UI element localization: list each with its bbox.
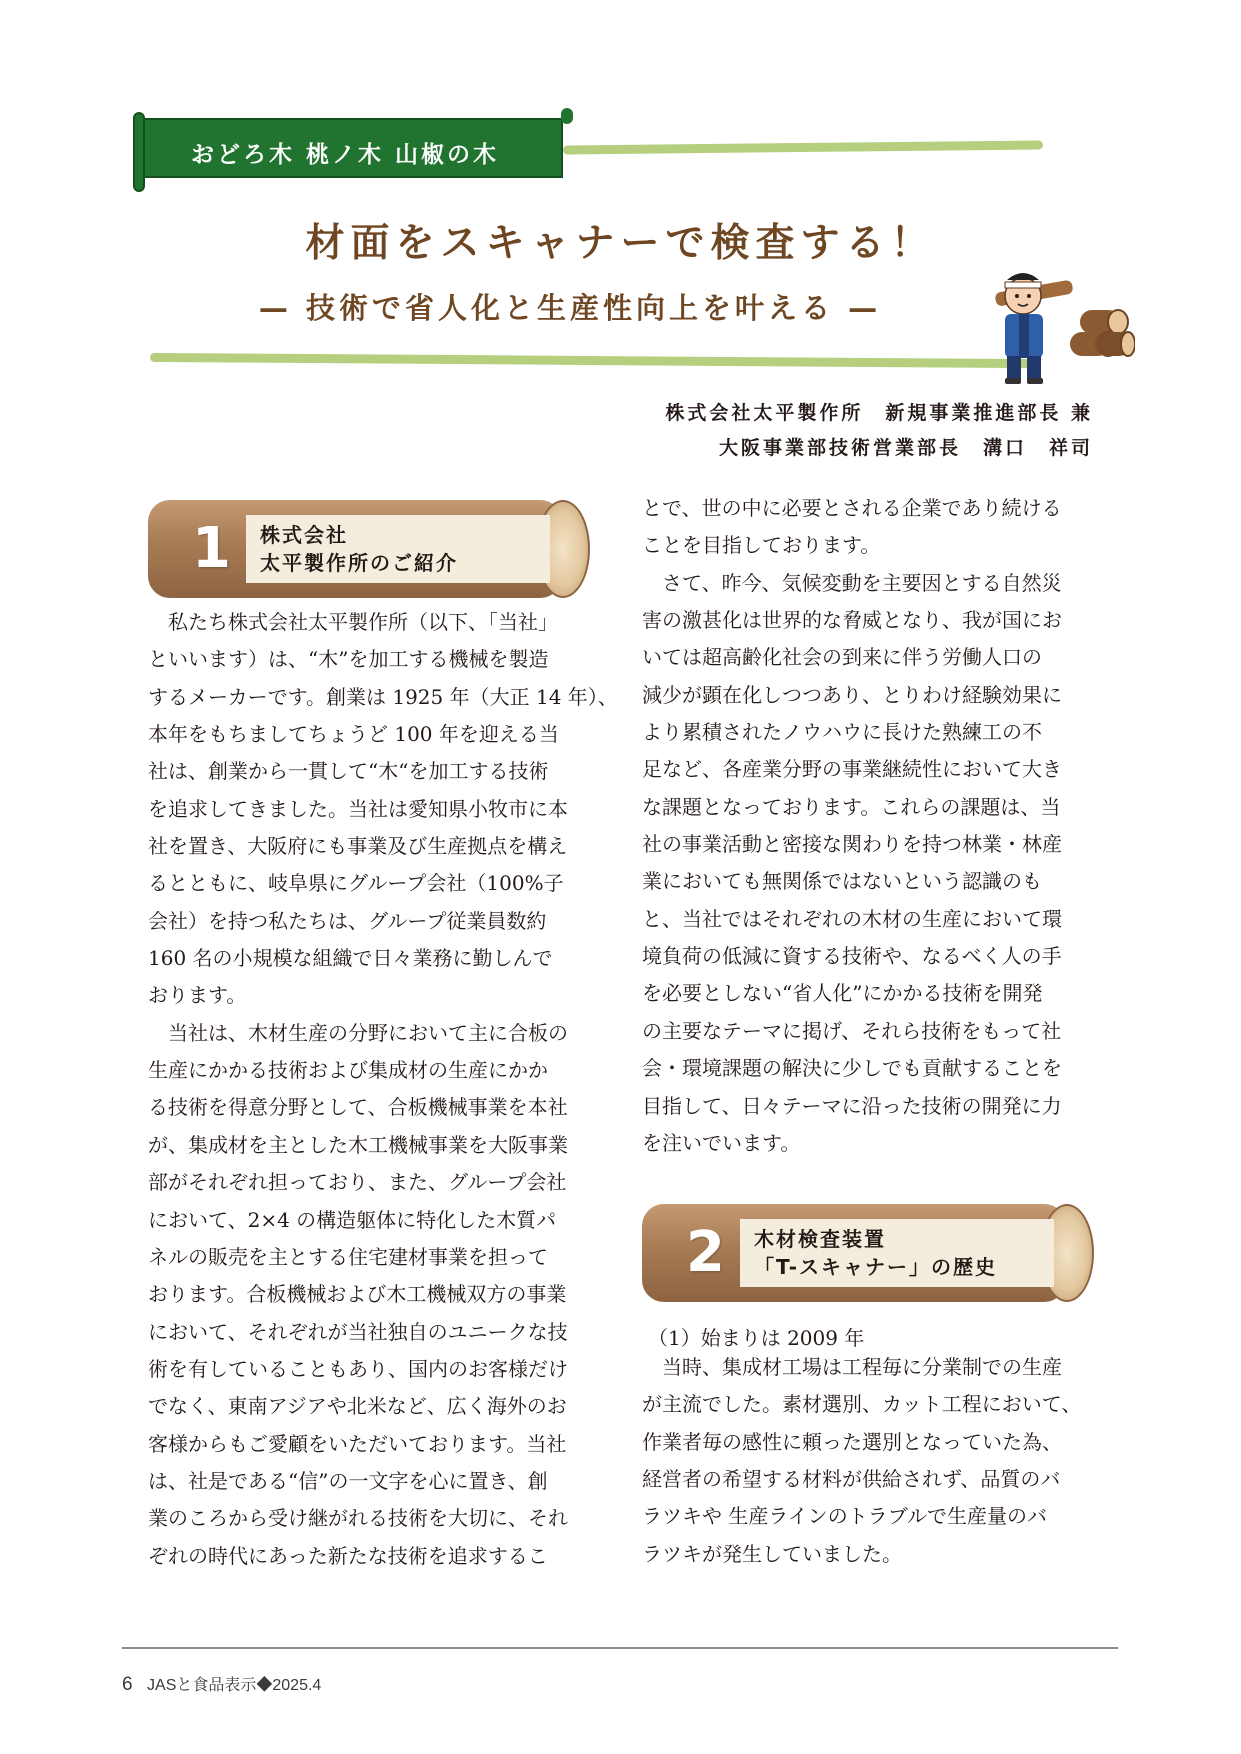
text-line: において、それぞれが当社独自のユニークな技 [148,1319,568,1344]
text-line: 部がそれぞれ担っており、また、グループ会社 [148,1170,567,1195]
stripe-bottom [150,353,1030,368]
text-line: 減少が顕在化しつつあり、とりわけ経験効果に [642,682,1062,707]
text-line: さて、昨今、気候変動を主要因とする自然災 [642,570,1062,595]
text-line: ラツキが発生していました。 [642,1541,902,1566]
footer-rule [122,1647,1118,1649]
text-line: でなく、東南アジアや北米など、広く海外のお [148,1394,567,1419]
text-line: 足など、各産業分野の事業継続性において大き [642,757,1062,782]
text-line: いては超高齢化社会の到来に伴う労働人口の [642,645,1042,670]
page-number: 6 [122,1674,133,1695]
text-line: 社を置き、大阪府にも事業及び生産拠点を構え [148,834,568,859]
right-column-top [642,490,1092,1162]
subsection-heading: （1）始まりは 2009 年 [648,1326,865,1350]
worker-illustration [985,258,1135,388]
text-line: るとともに、岐阜県にグループ会社（100%子 [148,871,564,896]
text-line: とで、世の中に必要とされる企業であり続ける [642,496,1062,520]
log-pile-illustration [1070,310,1135,356]
text-line: ラツキや 生産ラインのトラブルで生産量のバ [642,1504,1047,1529]
text-line: が、集成材を主とした木工機械事業を大阪事業 [148,1132,568,1157]
text-line: するメーカーです。創業は 1925 年（大正 14 年）、 [148,684,618,709]
article-title: 材面をスキャナーで検査する！ [305,221,936,266]
section-1-header [148,500,590,598]
text-line: おります。合板機械および木工機械双方の事業 [148,1282,567,1307]
section-label-line-2: 太平製作所のご紹介 [260,551,458,575]
section-2-header [642,1204,1094,1302]
text-line: が主流でした。素材選別、カット工程において、 [642,1392,1082,1417]
text-line: 業においても無関係ではないという認識のも [642,869,1042,894]
section-label-line-1: 木材検査装置 [754,1227,886,1251]
text-line: 作業者毎の感性に頼った選別となっていた為、 [642,1429,1062,1454]
footer [122,1672,321,1696]
text-line: といいます）は、“木”を加工する機械を製造 [148,647,549,672]
section-label [740,1219,1054,1287]
text-line: 160 名の小規模な組織で日々業務に勤しんで [148,946,553,971]
section-label [246,515,550,583]
left-column [148,604,618,1575]
text-line: の主要なテーマに掲げ、それら技術をもって社 [642,1018,1062,1043]
text-line: 生産にかかる技術および集成材の生産にかか [148,1058,548,1083]
text-line: 目指して、日々テーマに沿った技術の開発に力 [642,1093,1062,1118]
text-line: 社は、創業から一貫して“木“を加工する技術 [148,759,549,784]
section-label-line-2: 「T-スキャナー」の歴史 [754,1255,998,1279]
category-tag-text: おどろ木 桃ノ木 山椒の木 [191,142,500,168]
text-line: を必要としない“省人化”にかかる技術を開発 [642,981,1043,1006]
text-line: 術を有していることもあり、国内のお客様だけ [148,1356,568,1381]
text-line: 本年をもちましてちょうど 100 年を迎える当 [148,722,559,747]
text-line: を注いでいます。 [642,1130,801,1155]
text-line: 経営者の希望する材料が供給されず、品質のバ [642,1467,1061,1492]
text-line: において、2×4 の構造躯体に特化した木質パ [148,1207,557,1232]
author-line-1: 株式会社太平製作所 新規事業推進部長 兼 [665,402,1093,424]
author-line-2: 大阪事業部技術営業部長 溝口 祥司 [718,437,1093,459]
text-line: 境負荷の低減に資する技術や、なるべく人の手 [642,944,1062,969]
text-line: 当社は、木材生産の分野において主に合板の [148,1020,568,1045]
text-line: と、当社ではそれぞれの木材の生産において環 [642,906,1062,931]
category-tag [133,112,563,178]
text-line: な課題となっております。これらの課題は、当 [642,794,1061,819]
text-line: おります。 [148,983,247,1008]
text-line: ことを目指しております。 [642,533,881,558]
text-line: 当時、集成材工場は工程毎に分業制での生産 [642,1355,1062,1379]
publication-name: JASと食品表示◆2025.4 [147,1677,322,1694]
text-line: 業のころから受け継がれる技術を大切に、それ [148,1506,568,1531]
text-line: は、社是である“信”の一文字を心に置き、創 [148,1468,548,1493]
text-line: 社の事業活動と密接な関わりを持つ林業・林産 [642,832,1062,857]
text-line: より累積されたノウハウに長けた熟練工の不 [642,720,1042,745]
right-column-bottom [642,1349,1092,1573]
article-subtitle: — 技術で省人化と生産性向上を叶える — [258,291,882,325]
scroll-curl-right [561,108,573,124]
text-line: ネルの販売を主とする住宅建材事業を担って [148,1244,548,1269]
text-line: 会社）を持つ私たちは、グループ従業員数約 [148,908,547,933]
text-line: ぞれの時代にあった新たな技術を追求するこ [148,1543,548,1568]
section-number: 2 [686,1220,725,1285]
text-line: 客様からもご愛顧をいただいております。当社 [148,1431,567,1456]
stripe-top [563,140,1043,154]
text-line: 私たち株式会社太平製作所（以下、「当社」 [148,610,558,634]
section-label-line-1: 株式会社 [260,523,348,547]
section-number: 1 [192,516,231,581]
text-line: る技術を得意分野として、合板機械事業を本社 [148,1095,568,1120]
scroll-curl-left [133,112,145,192]
category-tag-box [141,118,563,178]
text-line: を追求してきました。当社は愛知県小牧市に本 [148,796,568,821]
text-line: 害の激甚化は世界的な脅威となり、我が国にお [642,608,1062,633]
text-line: 会・環境課題の解決に少しでも貢献することを [642,1056,1062,1081]
